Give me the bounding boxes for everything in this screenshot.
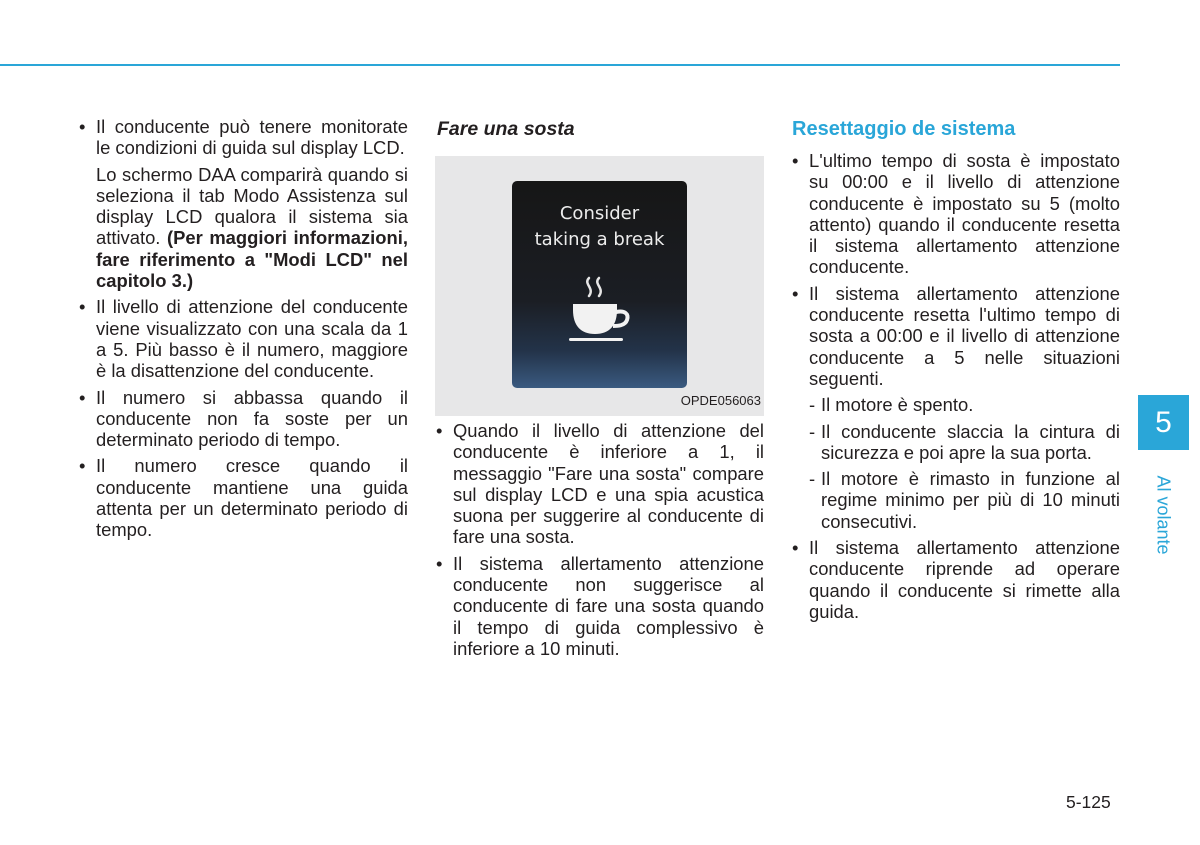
lcd-screen <box>512 181 687 388</box>
list-item: • Il sistema allertamento attenzione conducente riprende ad operare quando il conducente si rimette alla guida. <box>791 537 1120 622</box>
list-item: • Il livello di attenzione del conducente viene visualizzato con una scala da 1 a 5. Più basso è il numero, maggiore è la disattenzione del conducente. <box>78 296 408 381</box>
screen-message-line: taking a break <box>534 229 665 250</box>
list-item: • Il sistema allertamento attenzione conducente non suggerisce al conducente di fare una sosta quando il tempo di guida complessivo è inferiore a 10 minuti. <box>435 553 764 659</box>
column-middle <box>435 116 764 664</box>
coffee-cup-icon <box>567 276 633 348</box>
page-number: 5-125 <box>1066 792 1111 812</box>
screen-message <box>512 201 687 253</box>
sub-list-text: Il motore è spento. <box>821 394 974 416</box>
note-text: Lo schermo DAA comparirà quando si seleziona il tab Modo Assistenza sul display LCD qualora il sistema sia attivato. <box>96 163 408 249</box>
sub-list-item <box>791 421 1120 464</box>
list-item <box>78 116 408 291</box>
column-left <box>78 116 408 546</box>
list-item: • Il sistema allertamento attenzione conducente resetta l'ultimo tempo di sosta a 00:00 e il livello di attenzione conducente a 5 nelle situazioni seguenti. <box>791 283 1120 389</box>
section-heading: Resettaggio de sistema <box>792 118 1016 140</box>
dash-marker: - <box>809 420 816 442</box>
figure-code: OPDE056063 <box>680 392 761 408</box>
sub-list-item <box>791 468 1120 532</box>
list-item: • Quando il livello di attenzione del conducente è inferiore a 1, il messaggio "Fare una sosta" compare sul display LCD e una spia acustica suona per suggerire al conducente di fare una sosta. <box>435 420 764 548</box>
chapter-tab: 5 <box>1138 395 1189 450</box>
bullet-text: Il conducente può tenere monitorate le condizioni di guida sul display LCD. <box>96 116 408 159</box>
cross-reference: (Per maggiori informazioni, fare riferimento a "Modi LCD" nel capitolo 3.) <box>96 227 408 292</box>
sub-list-text: Il motore è rimasto in funzione al regime minimo per più di 10 minuti consecutivi. <box>821 468 1120 532</box>
list-item: • Il numero cresce quando il conducente mantiene una guida attenta per un determinato periodo di tempo. <box>78 455 408 540</box>
sub-list-item <box>791 394 1120 415</box>
list-item: • Il numero si abbassa quando il conducente non fa soste per un determinato periodo di tempo. <box>78 387 408 451</box>
list-item: • L'ultimo tempo di sosta è impostato su 00:00 e il livello di attenzione conducente è impostato su 5 (molto attento) quando il conducente resetta il sistema allertamento attenzione conducente. <box>791 150 1120 278</box>
figure-display <box>435 156 764 416</box>
note-paragraph <box>96 164 408 292</box>
sub-list-text: Il conducente slaccia la cintura di sicurezza e poi apre la sua porta. <box>821 420 1120 463</box>
screen-message-line: Consider <box>559 203 640 224</box>
dash-marker: - <box>809 394 816 416</box>
header-rule <box>0 64 1120 66</box>
column-right <box>791 116 1120 627</box>
section-heading: Fare una sosta <box>437 118 575 140</box>
chapter-title: Al volante <box>1153 475 1174 555</box>
dash-marker: - <box>809 468 816 490</box>
